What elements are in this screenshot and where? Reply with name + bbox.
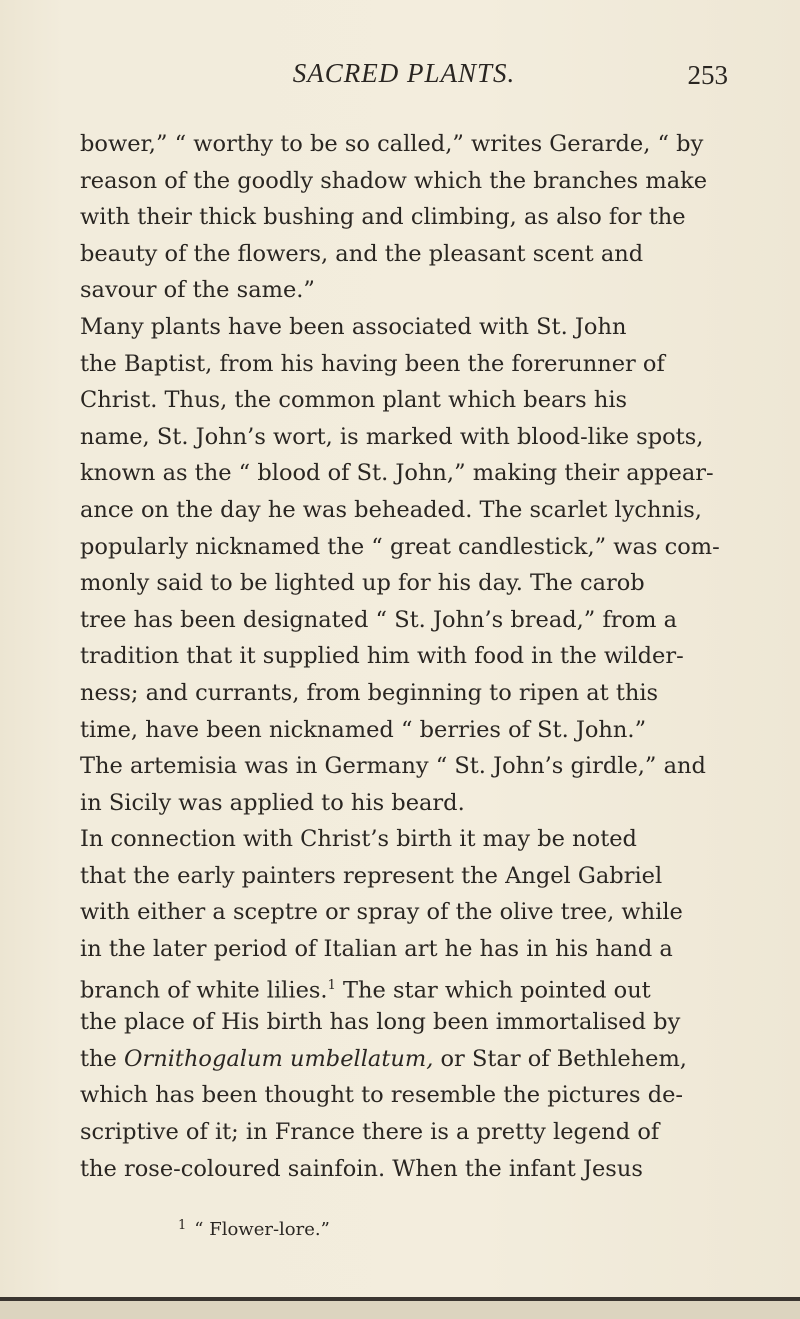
text-line: in the later period of Italian art he has in his hand a bbox=[80, 936, 673, 963]
text-line: ness; and currants, from beginning to ripen at this bbox=[80, 679, 659, 706]
text-line: tradition that it supplied him with food in the wilder- bbox=[80, 643, 684, 670]
footnote bbox=[178, 1218, 330, 1240]
text-line: savour of the same.” bbox=[80, 277, 315, 304]
page-edge-shadow bbox=[0, 1301, 800, 1319]
text-line: ance on the day he was beheaded. The scarlet lychnis, bbox=[80, 496, 702, 523]
botanical-name: Ornithogalum umbellatum, bbox=[124, 1045, 434, 1072]
text-line: with either a sceptre or spray of the olive tree, while bbox=[80, 899, 683, 926]
text-line: monly said to be lighted up for his day. The carob bbox=[80, 570, 645, 597]
text-line: reason of the goodly shadow which the branches make bbox=[80, 167, 708, 194]
text-line: name, St. John’s wort, is marked with blood-like spots, bbox=[80, 423, 704, 450]
text-line: scriptive of it; in France there is a pretty legend of bbox=[80, 1119, 660, 1146]
text-segment: or Star of Bethlehem, bbox=[433, 1045, 687, 1072]
text-line: In connection with Christ’s birth it may be noted bbox=[80, 826, 637, 853]
text-line: The artemisia was in Germany “ St. John’s girdle,” and bbox=[80, 753, 706, 780]
footnote-marker: 1 bbox=[178, 1218, 187, 1233]
text-line: known as the “ blood of St. John,” making their appear- bbox=[80, 460, 714, 487]
text-line: which has been thought to resemble the pictures de- bbox=[80, 1082, 684, 1109]
text-line: that the early painters represent the Angel Gabriel bbox=[80, 862, 663, 889]
text-line: bower,” “ worthy to be so called,” writes Gerarde, “ by bbox=[80, 131, 704, 157]
text-line: the place of His birth has long been immortalised by bbox=[80, 1009, 681, 1036]
text-segment: The star which pointed out bbox=[335, 977, 651, 1004]
text-line bbox=[80, 1041, 734, 1078]
text-line: in Sicily was applied to his beard. bbox=[80, 789, 465, 816]
footnote-text: “ Flower-lore.” bbox=[194, 1219, 330, 1240]
text-line: tree has been designated “ St. John’s bread,” from a bbox=[80, 606, 677, 633]
footnote-reference[interactable]: 1 bbox=[327, 977, 336, 993]
text-line: beauty of the flowers, and the pleasant scent and bbox=[80, 240, 644, 267]
text-segment: branch of white lilies. bbox=[80, 977, 328, 1004]
text-line: the rose-coloured sainfoin. When the infant Jesus bbox=[80, 1155, 643, 1182]
page-number: 253 bbox=[687, 60, 728, 90]
running-title: SACRED PLANTS. bbox=[292, 58, 516, 88]
text-line: the Baptist, from his having been the forerunner of bbox=[80, 350, 665, 377]
text-segment: the bbox=[80, 1045, 125, 1072]
text-line: time, have been nicknamed “ berries of St. John.” bbox=[80, 716, 647, 743]
text-line: with their thick bushing and climbing, as also for the bbox=[80, 204, 686, 231]
running-head bbox=[80, 58, 728, 98]
text-line bbox=[80, 968, 734, 1005]
body-text bbox=[80, 126, 734, 1187]
text-line: Christ. Thus, the common plant which bears his bbox=[80, 387, 628, 414]
text-line: Many plants have been associated with St. John bbox=[80, 313, 627, 340]
text-line: popularly nicknamed the “ great candlestick,” was com- bbox=[80, 533, 720, 560]
